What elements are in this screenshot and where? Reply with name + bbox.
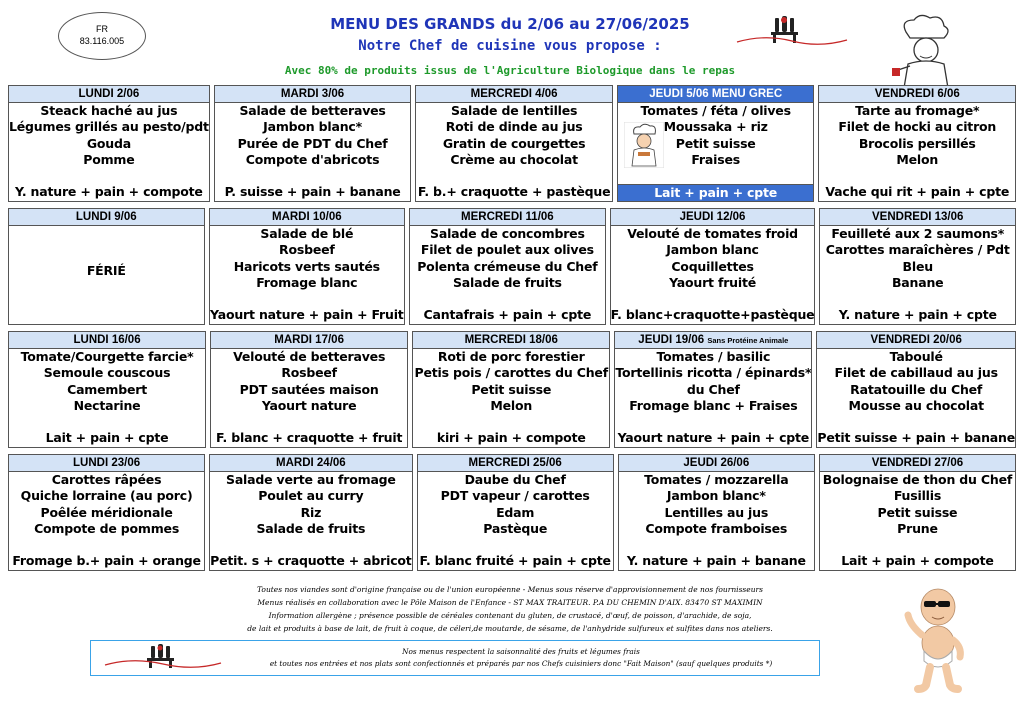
day-header: JEUDI 5/06 MENU GREC (618, 86, 814, 103)
dish: Polenta crémeuse du Chef (417, 258, 598, 274)
day-dishes (210, 472, 411, 553)
dish: Filet de hocki au citron (838, 119, 997, 135)
day-cell (8, 331, 206, 448)
dish: Jambon blanc* (666, 488, 766, 504)
dish: PDT vapeur / carottes (440, 488, 590, 504)
bio-note: Avec 80% de produits issus de l'Agriculture Biologique dans le repas (284, 64, 736, 77)
day-dishes (9, 472, 204, 553)
day-dishes (211, 349, 407, 430)
dish: Compote de pommes (34, 521, 180, 537)
day-dishes (9, 349, 205, 430)
fait-maison-logo (103, 643, 223, 673)
dish: Tarte au fromage* (855, 103, 980, 118)
day-dishes (611, 226, 815, 307)
day-dishes (615, 349, 811, 430)
day-header: VENDREDI 6/06 (819, 86, 1015, 103)
dish: Mousse au chocolat (848, 398, 984, 414)
note-line: Menus réalisés en collaboration avec le Pôle Maison de l'Enfance - ST MAX TRAITEUR. P.A DU CHEMIN D'AIX. 83470 ST MAXIMIN (257, 598, 763, 607)
day-dishes (820, 226, 1015, 307)
dish: Taboulé (889, 349, 943, 364)
dish: Purée de PDT du Chef (237, 135, 388, 151)
day-cell-holiday (8, 208, 205, 325)
day-dishes (416, 103, 612, 184)
dish: PDT sautées maison (239, 381, 379, 397)
day-dishes (215, 103, 411, 184)
dish: Rosbeef (281, 365, 337, 381)
snack: F. blanc+craquotte+pastèque (610, 307, 815, 322)
day-header: MARDI 17/06 (211, 332, 407, 349)
dish: Salade de blé (260, 226, 354, 241)
day-cell (412, 331, 610, 448)
day-cell-vegetarian (614, 331, 812, 448)
snack: F. blanc + craquotte + fruit (216, 430, 403, 445)
badge-number: 83.116.005 (79, 36, 125, 46)
dish: Pastèque (483, 521, 548, 537)
day-header: MERCREDI 11/06 (410, 209, 605, 226)
day-header: JEUDI 26/06 (619, 455, 814, 472)
dish: Haricots verts sautés (233, 258, 380, 274)
day-dishes (418, 472, 613, 553)
snack: Petit. s + craquotte + abricot (210, 553, 412, 568)
dish: Jambon blanc (666, 242, 759, 258)
week-row (8, 208, 1016, 325)
day-cell (209, 208, 406, 325)
day-cell (819, 208, 1016, 325)
dish: Tomates / mozzarella (644, 472, 789, 487)
chef-mascot-icon (624, 122, 664, 168)
dish: Rosbeef (279, 242, 335, 258)
snack: Y. nature + pain + compote (15, 184, 203, 199)
page-title: MENU DES GRANDS du 2/06 au 27/06/2025 (330, 15, 690, 33)
dish: Salade de lentilles (450, 103, 578, 118)
dish: Roti de porc forestier (437, 349, 585, 364)
dish: Lentilles au jus (664, 504, 769, 520)
dish: Pomme (83, 152, 135, 168)
dish: Velouté de tomates froid (627, 226, 798, 241)
day-dishes (817, 349, 1015, 430)
snack: Cantafrais + pain + cpte (423, 307, 592, 322)
dish: Yaourt nature (261, 398, 357, 414)
week-row (8, 85, 1016, 202)
day-cell-greek-menu (617, 85, 815, 202)
snack: Fromage b.+ pain + orange (12, 553, 201, 568)
day-header: MERCREDI 4/06 (416, 86, 612, 103)
page-subtitle: Notre Chef de cuisine vous propose : (358, 38, 662, 54)
note-line: Information allergène ; présence possible de céréales contenant du gluten, de crustacé, d'œuf, de poisson, d'arachide, de soja, (268, 611, 752, 620)
day-header: LUNDI 16/06 (9, 332, 205, 349)
dish: Carottes maraîchères / Pdt (825, 242, 1010, 258)
baby-mascot-icon (900, 585, 970, 693)
day-cell (214, 85, 412, 202)
dish: Poêlée méridionale (40, 504, 173, 520)
dish: Petit suisse (471, 381, 552, 397)
dish: Tomates / basilic (656, 349, 771, 364)
day-header: VENDREDI 13/06 (820, 209, 1015, 226)
dish: Gouda (86, 135, 131, 151)
dish: Bleu (902, 258, 933, 274)
dish: Poulet au curry (258, 488, 364, 504)
chef-illustration-icon (890, 12, 960, 90)
day-dishes (820, 472, 1015, 553)
dish: Fusillis (893, 488, 942, 504)
dish: Salade de fruits (453, 275, 562, 291)
snack: Petit suisse + pain + banane (817, 430, 1015, 445)
day-header: LUNDI 9/06 (9, 209, 204, 226)
fait-maison-logo (735, 14, 850, 50)
day-dishes (410, 226, 605, 307)
fr-approval-badge (58, 12, 146, 60)
dish: Salade de betteraves (239, 103, 386, 118)
dish: Tomate/Courgette farcie* (20, 349, 194, 364)
dish: Feuilleté aux 2 saumons* (831, 226, 1005, 241)
dish: Prune (897, 521, 938, 537)
fait-maison-box (90, 640, 820, 676)
day-cell (819, 454, 1016, 571)
dish: Salade verte au fromage (226, 472, 396, 487)
dish: Camembert (67, 381, 147, 397)
snack: Lait + pain + cpte (45, 430, 169, 445)
note-line: Toutes nos viandes sont d'origine française ou de l'union européenne - Menus sous réserve d'approvisionnement de nos fournisseurs (257, 585, 763, 594)
day-header: JEUDI 12/06 (611, 209, 815, 226)
dish: Nectarine (73, 398, 141, 414)
day-cell (409, 208, 606, 325)
dish: Bolognaise de thon du Chef (822, 472, 1013, 487)
dish: Jambon blanc* (263, 119, 362, 135)
dish: Ratatouille du Chef (850, 381, 983, 397)
day-header: MARDI 24/06 (210, 455, 411, 472)
note-line: Nos menus respectent la saisonnalité des fruits et légumes frais (402, 647, 640, 656)
dish: Carottes râpées (51, 472, 162, 487)
day-header-label: JEUDI 19/06 (638, 334, 705, 346)
day-header (615, 332, 811, 349)
snack: Yaourt nature + pain + cpte (617, 430, 810, 445)
dish: Filet de poulet aux olives (420, 242, 594, 258)
fait-maison-text (223, 646, 819, 670)
dish: Crème au chocolat (450, 152, 578, 168)
dish: Melon (490, 398, 533, 414)
day-dishes (619, 472, 814, 553)
dish: Fraises (691, 152, 740, 168)
note-line: et toutes nos entrées et nos plats sont confectionnés et préparés par nos Chefs cuisiniers donc "Fait Maison" (sauf quelques produits *) (269, 659, 773, 668)
day-cell (417, 454, 614, 571)
dish: Fromage blanc (256, 275, 358, 291)
day-header: VENDREDI 27/06 (820, 455, 1015, 472)
day-dishes (9, 103, 209, 184)
snack: Y. nature + pain + banane (626, 553, 806, 568)
note-line: de lait et produits à base de lait, de fruit à coque, de céleri,de moutarde, de sésame, de l'anhydride sulfureux et sulfites dans nos ateliers. (247, 624, 773, 633)
day-header: MARDI 10/06 (210, 209, 405, 226)
day-header: LUNDI 2/06 (9, 86, 209, 103)
dish: Salade de concombres (430, 226, 585, 241)
dish: Brocolis persillés (858, 135, 976, 151)
dish: Fromage blanc + Fraises (629, 398, 798, 414)
dish: Tortellinis ricotta / épinards* (615, 365, 812, 381)
dish: Velouté de betteraves (233, 349, 386, 364)
menu-grid (8, 85, 1016, 577)
day-cell (816, 331, 1016, 448)
dish: Daube du Chef (464, 472, 566, 487)
day-cell (415, 85, 613, 202)
dish: Riz (300, 504, 322, 520)
snack: Y. nature + pain + cpte (838, 307, 997, 322)
day-header: MARDI 3/06 (215, 86, 411, 103)
snack: kiri + pain + compote (436, 430, 586, 445)
week-row (8, 331, 1016, 448)
dish: Légumes grillés au pesto/pdt (9, 119, 209, 135)
snack: Lait + pain + compote (841, 553, 994, 568)
day-cell (8, 454, 205, 571)
dish: Petit suisse (675, 135, 756, 151)
dish: Moussaka + riz (663, 119, 768, 135)
snack: F. blanc fruité + pain + cpte (419, 553, 611, 568)
snack: F. b.+ craquotte + pastèque (417, 184, 611, 199)
day-cell (209, 454, 412, 571)
dish: Roti de dinde au jus (445, 119, 583, 135)
dish: Banane (891, 275, 944, 291)
dish: Compote framboises (645, 521, 788, 537)
badge-country: FR (96, 24, 108, 34)
day-header: MERCREDI 18/06 (413, 332, 609, 349)
week-row (8, 454, 1016, 571)
snack: P. suisse + pain + banane (224, 184, 401, 199)
day-cell (818, 85, 1016, 202)
day-header-note: Sans Protéine Animale (707, 336, 789, 345)
snack: Yaourt nature + pain + Fruit (210, 307, 404, 322)
day-header: MERCREDI 25/06 (418, 455, 613, 472)
day-dishes (819, 103, 1015, 184)
dish: Melon (896, 152, 939, 168)
dish: Salade de fruits (256, 521, 366, 537)
snack: Vache qui rit + pain + cpte (825, 184, 1010, 199)
dish: Semoule couscous (43, 365, 171, 381)
title-block (260, 14, 760, 78)
day-cell (210, 331, 408, 448)
day-cell (610, 208, 816, 325)
dish: du Chef (686, 381, 740, 397)
dish: Tomates / féta / olives (640, 103, 791, 118)
snack: Lait + pain + cpte (618, 184, 814, 201)
holiday-label: FÉRIÉ (86, 262, 126, 278)
dish: Edam (496, 504, 535, 520)
day-cell (618, 454, 815, 571)
dish: Filet de cabillaud au jus (834, 365, 998, 381)
dish: Quiche lorraine (au porc) (20, 488, 193, 504)
day-dishes (413, 349, 609, 430)
dish: Steack haché au jus (40, 103, 178, 118)
day-cell (8, 85, 210, 202)
day-dishes (210, 226, 405, 307)
day-header: VENDREDI 20/06 (817, 332, 1015, 349)
dish: Gratin de courgettes (442, 135, 586, 151)
dish: Yaourt fruité (669, 275, 757, 291)
dish: Compote d'abricots (245, 152, 380, 168)
dish: Petit suisse (877, 504, 958, 520)
dish: Petis pois / carottes du Chef (414, 365, 608, 381)
day-header: LUNDI 23/06 (9, 455, 204, 472)
dish: Coquillettes (671, 258, 754, 274)
footer-notes (200, 583, 820, 635)
